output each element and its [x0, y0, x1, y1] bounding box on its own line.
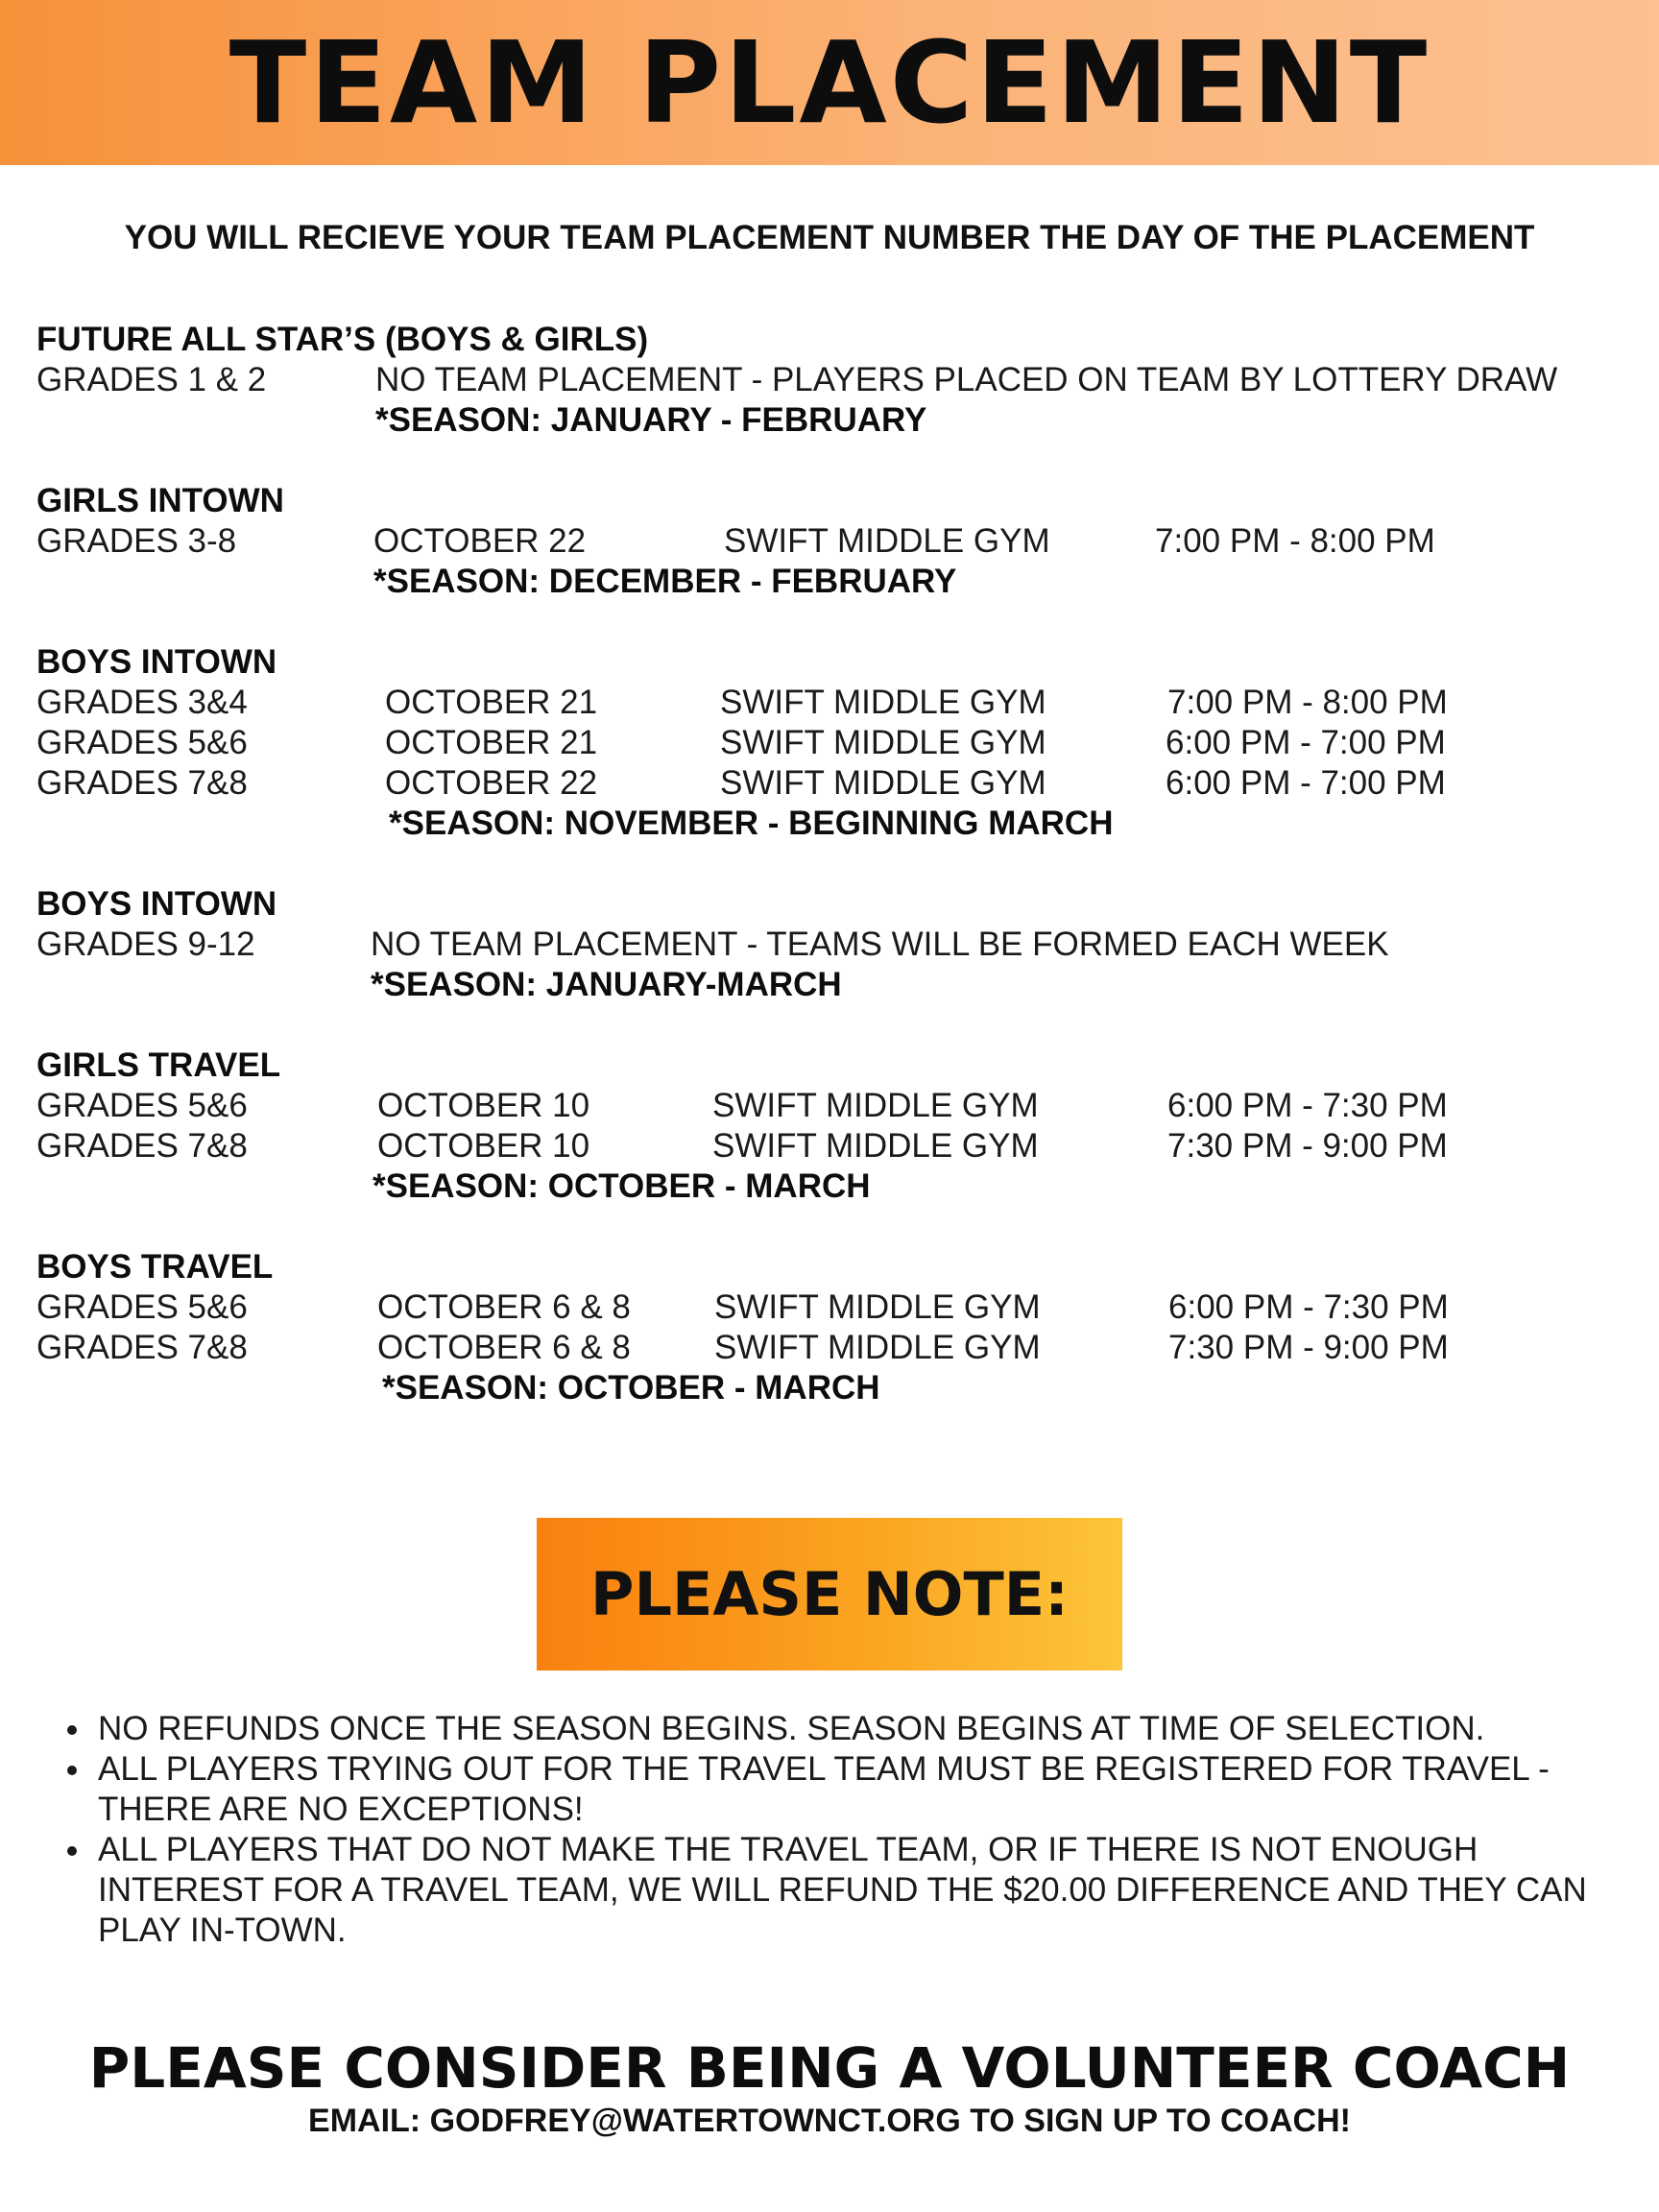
placement-subtitle: YOU WILL RECIEVE YOUR TEAM PLACEMENT NUMBER THE DAY OF THE PLACEMENT	[124, 219, 1535, 256]
row-grades: GRADES 5&6	[36, 724, 248, 761]
row-grades: GRADES 9-12	[36, 926, 255, 963]
note-item	[63, 1749, 1619, 1830]
section-heading-boys-intown: BOYS INTOWN	[36, 643, 277, 681]
row-time: 7:00 PM - 8:00 PM	[1155, 522, 1435, 560]
volunteer-email-line: EMAIL: GODFREY@WATERTOWNCT.ORG TO SIGN UP TO COACH!	[308, 2103, 1351, 2139]
row-grades: GRADES 5&6	[36, 1087, 248, 1124]
bullet-icon	[67, 1846, 77, 1856]
row-time: 6:00 PM - 7:00 PM	[1166, 764, 1446, 802]
section-heading-girls-travel: GIRLS TRAVEL	[36, 1046, 281, 1084]
row-location: SWIFT MIDDLE GYM	[720, 764, 1046, 802]
row-grades: GRADES 7&8	[36, 1127, 248, 1165]
row-date: OCTOBER 10	[377, 1087, 590, 1124]
row-info: NO TEAM PLACEMENT - PLAYERS PLACED ON TEAM BY LOTTERY DRAW	[375, 361, 1558, 398]
row-location: SWIFT MIDDLE GYM	[712, 1127, 1039, 1165]
header-banner	[0, 0, 1659, 165]
please-note-banner	[537, 1518, 1122, 1671]
please-note-label: PLEASE NOTE:	[590, 1559, 1069, 1629]
section-heading-girls-intown: GIRLS INTOWN	[36, 482, 284, 519]
season-line: *SEASON: JANUARY - FEBRUARY	[375, 401, 927, 439]
notes-list	[63, 1709, 1619, 1951]
note-item	[63, 1709, 1619, 1749]
row-grades: GRADES 5&6	[36, 1288, 248, 1326]
row-date: OCTOBER 22	[385, 764, 598, 802]
row-info: NO TEAM PLACEMENT - TEAMS WILL BE FORMED EACH WEEK	[371, 926, 1389, 963]
row-location: SWIFT MIDDLE GYM	[724, 522, 1050, 560]
row-grades: GRADES 1 & 2	[36, 361, 267, 398]
bullet-icon	[67, 1725, 77, 1735]
row-time: 6:00 PM - 7:00 PM	[1166, 724, 1446, 761]
row-grades: GRADES 3&4	[36, 684, 248, 721]
row-location: SWIFT MIDDLE GYM	[712, 1087, 1039, 1124]
season-line: *SEASON: JANUARY-MARCH	[371, 966, 842, 1003]
row-location: SWIFT MIDDLE GYM	[720, 684, 1046, 721]
section-heading-boys-travel: BOYS TRAVEL	[36, 1248, 274, 1286]
note-text: ALL PLAYERS THAT DO NOT MAKE THE TRAVEL TEAM, OR IF THERE IS NOT ENOUGH INTEREST FOR A TRAVEL TEAM, WE WILL REFUND THE $20.00 DIFFERENCE AND THEY CAN PLAY IN-TOWN.	[98, 1831, 1587, 1949]
row-grades: GRADES 3-8	[36, 522, 237, 560]
row-location: SWIFT MIDDLE GYM	[714, 1288, 1041, 1326]
row-date: OCTOBER 10	[377, 1127, 590, 1165]
note-text: NO REFUNDS ONCE THE SEASON BEGINS. SEASON BEGINS AT TIME OF SELECTION.	[98, 1710, 1485, 1747]
row-date: OCTOBER 6 & 8	[377, 1288, 631, 1326]
volunteer-coach-heading: PLEASE CONSIDER BEING A VOLUNTEER COACH	[88, 2035, 1571, 2101]
row-grades: GRADES 7&8	[36, 1329, 248, 1366]
row-date: OCTOBER 6 & 8	[377, 1329, 631, 1366]
row-time: 7:30 PM - 9:00 PM	[1167, 1127, 1448, 1165]
note-text: ALL PLAYERS TRYING OUT FOR THE TRAVEL TEAM MUST BE REGISTERED FOR TRAVEL - THERE ARE NO EXCEPTIONS!	[98, 1750, 1550, 1828]
row-time: 6:00 PM - 7:30 PM	[1168, 1288, 1449, 1326]
row-time: 7:30 PM - 9:00 PM	[1168, 1329, 1449, 1366]
row-location: SWIFT MIDDLE GYM	[714, 1329, 1041, 1366]
section-heading-future-all-stars: FUTURE ALL STAR’S (BOYS & GIRLS)	[36, 321, 649, 358]
row-date: OCTOBER 21	[385, 724, 598, 761]
row-time: 7:00 PM - 8:00 PM	[1167, 684, 1448, 721]
season-line: *SEASON: NOVEMBER - BEGINNING MARCH	[389, 805, 1114, 842]
bullet-icon	[67, 1766, 77, 1775]
row-date: OCTOBER 22	[373, 522, 587, 560]
section-heading-boys-intown-hs: BOYS INTOWN	[36, 885, 277, 923]
page-title: TEAM PLACEMENT	[228, 16, 1431, 149]
season-line: *SEASON: DECEMBER - FEBRUARY	[373, 563, 957, 600]
season-line: *SEASON: OCTOBER - MARCH	[373, 1167, 871, 1205]
row-location: SWIFT MIDDLE GYM	[720, 724, 1046, 761]
season-line: *SEASON: OCTOBER - MARCH	[382, 1369, 880, 1407]
row-time: 6:00 PM - 7:30 PM	[1167, 1087, 1448, 1124]
note-item	[63, 1830, 1619, 1951]
row-date: OCTOBER 21	[385, 684, 598, 721]
row-grades: GRADES 7&8	[36, 764, 248, 802]
